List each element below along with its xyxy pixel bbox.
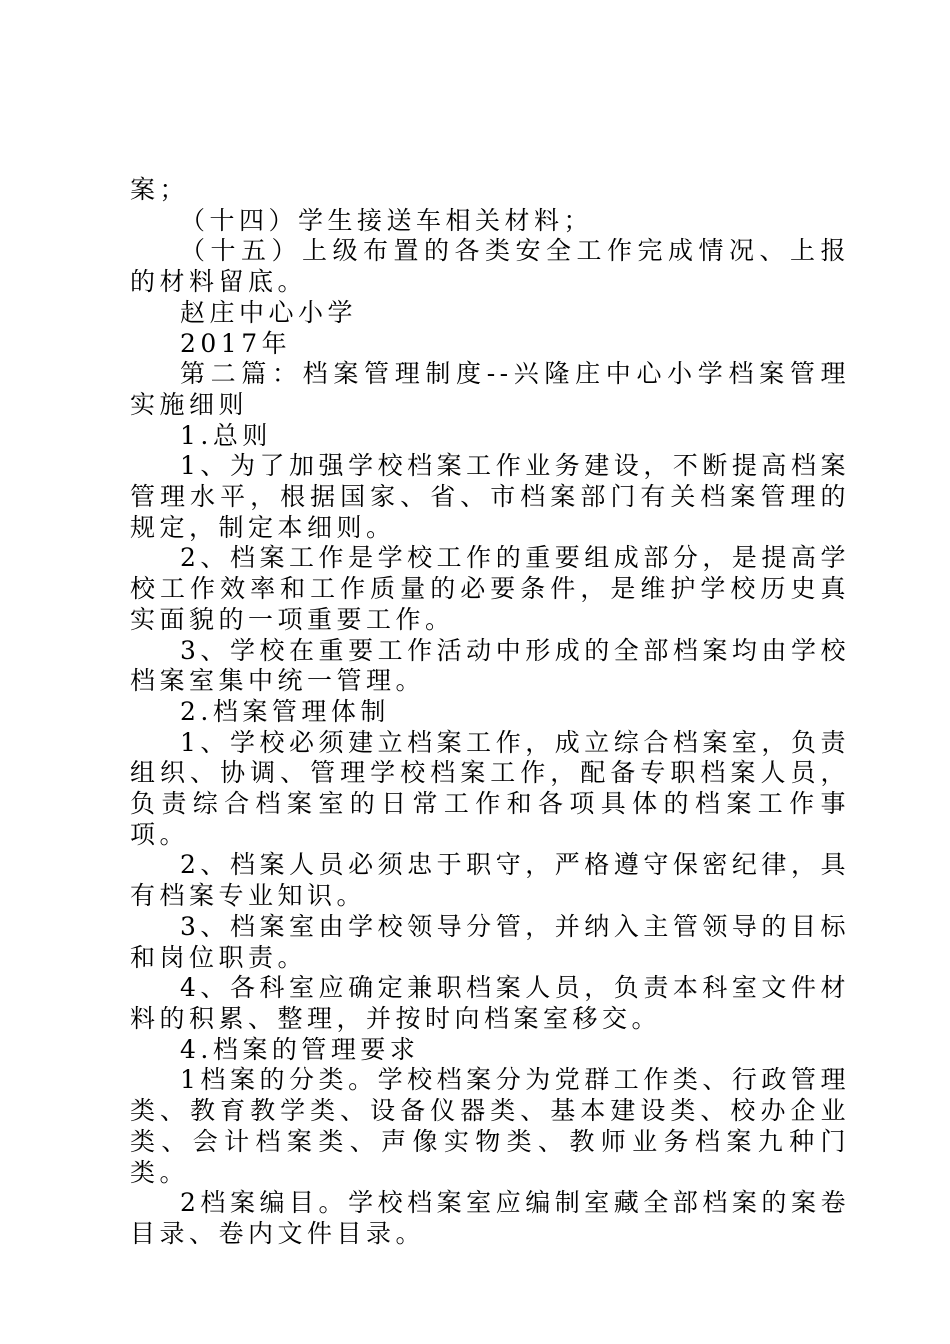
signature-school-name: 赵庄中心小学 [180, 297, 358, 327]
paragraph: 4、各科室应确定兼职档案人员，负责本科室文件材料的积累、整理，并按时向档案室移交。 [130, 973, 850, 1033]
document-body [130, 175, 850, 1250]
section-title: 第二篇：档案管理制度--兴隆庄中心小学档案管理实施细则 [130, 359, 850, 419]
paragraph: 1档案的分类。学校档案分为党群工作类、行政管理类、教育教学类、设备仪器类、基本建设类、校办企业类、会计档案类、声像实物类、教师业务档案九种门类。 [130, 1065, 850, 1187]
paragraph: （十五）上级布置的各类安全工作完成情况、上报的材料留底。 [130, 236, 850, 297]
paragraph: 2、档案人员必须忠于职守，严格遵守保密纪律，具有档案专业知识。 [130, 850, 850, 911]
paragraph: （十四）学生接送车相关材料； [180, 205, 594, 235]
section-heading: 1.总则 [180, 420, 272, 450]
paragraph: 2、档案工作是学校工作的重要组成部分，是提高学校工作效率和工作质量的必要条件，是维护学校历史真实面貌的一项重要工作。 [130, 543, 850, 634]
section-heading: 4.档案的管理要求 [180, 1034, 420, 1064]
section-heading: 2.档案管理体制 [180, 696, 390, 726]
paragraph: 1、为了加强学校档案工作业务建设，不断提高档案管理水平，根据国家、省、市档案部门有关档案管理的规定，制定本细则。 [130, 451, 850, 542]
paragraph: 案； [130, 175, 190, 204]
paragraph: 2档案编目。学校档案室应编制室藏全部档案的案卷目录、卷内文件目录。 [130, 1188, 850, 1248]
paragraph: 3、档案室由学校领导分管，并纳入主管领导的目标和岗位职责。 [130, 911, 850, 972]
paragraph: 1、学校必须建立档案工作，成立综合档案室，负责组织、协调、管理学校档案工作，配备专职档案人员，负责综合档案室的日常工作和各项具体的档案工作事项。 [130, 727, 850, 849]
signature-year: 2017年 [180, 328, 292, 358]
paragraph: 3、学校在重要工作活动中形成的全部档案均由学校档案室集中统一管理。 [130, 635, 850, 696]
